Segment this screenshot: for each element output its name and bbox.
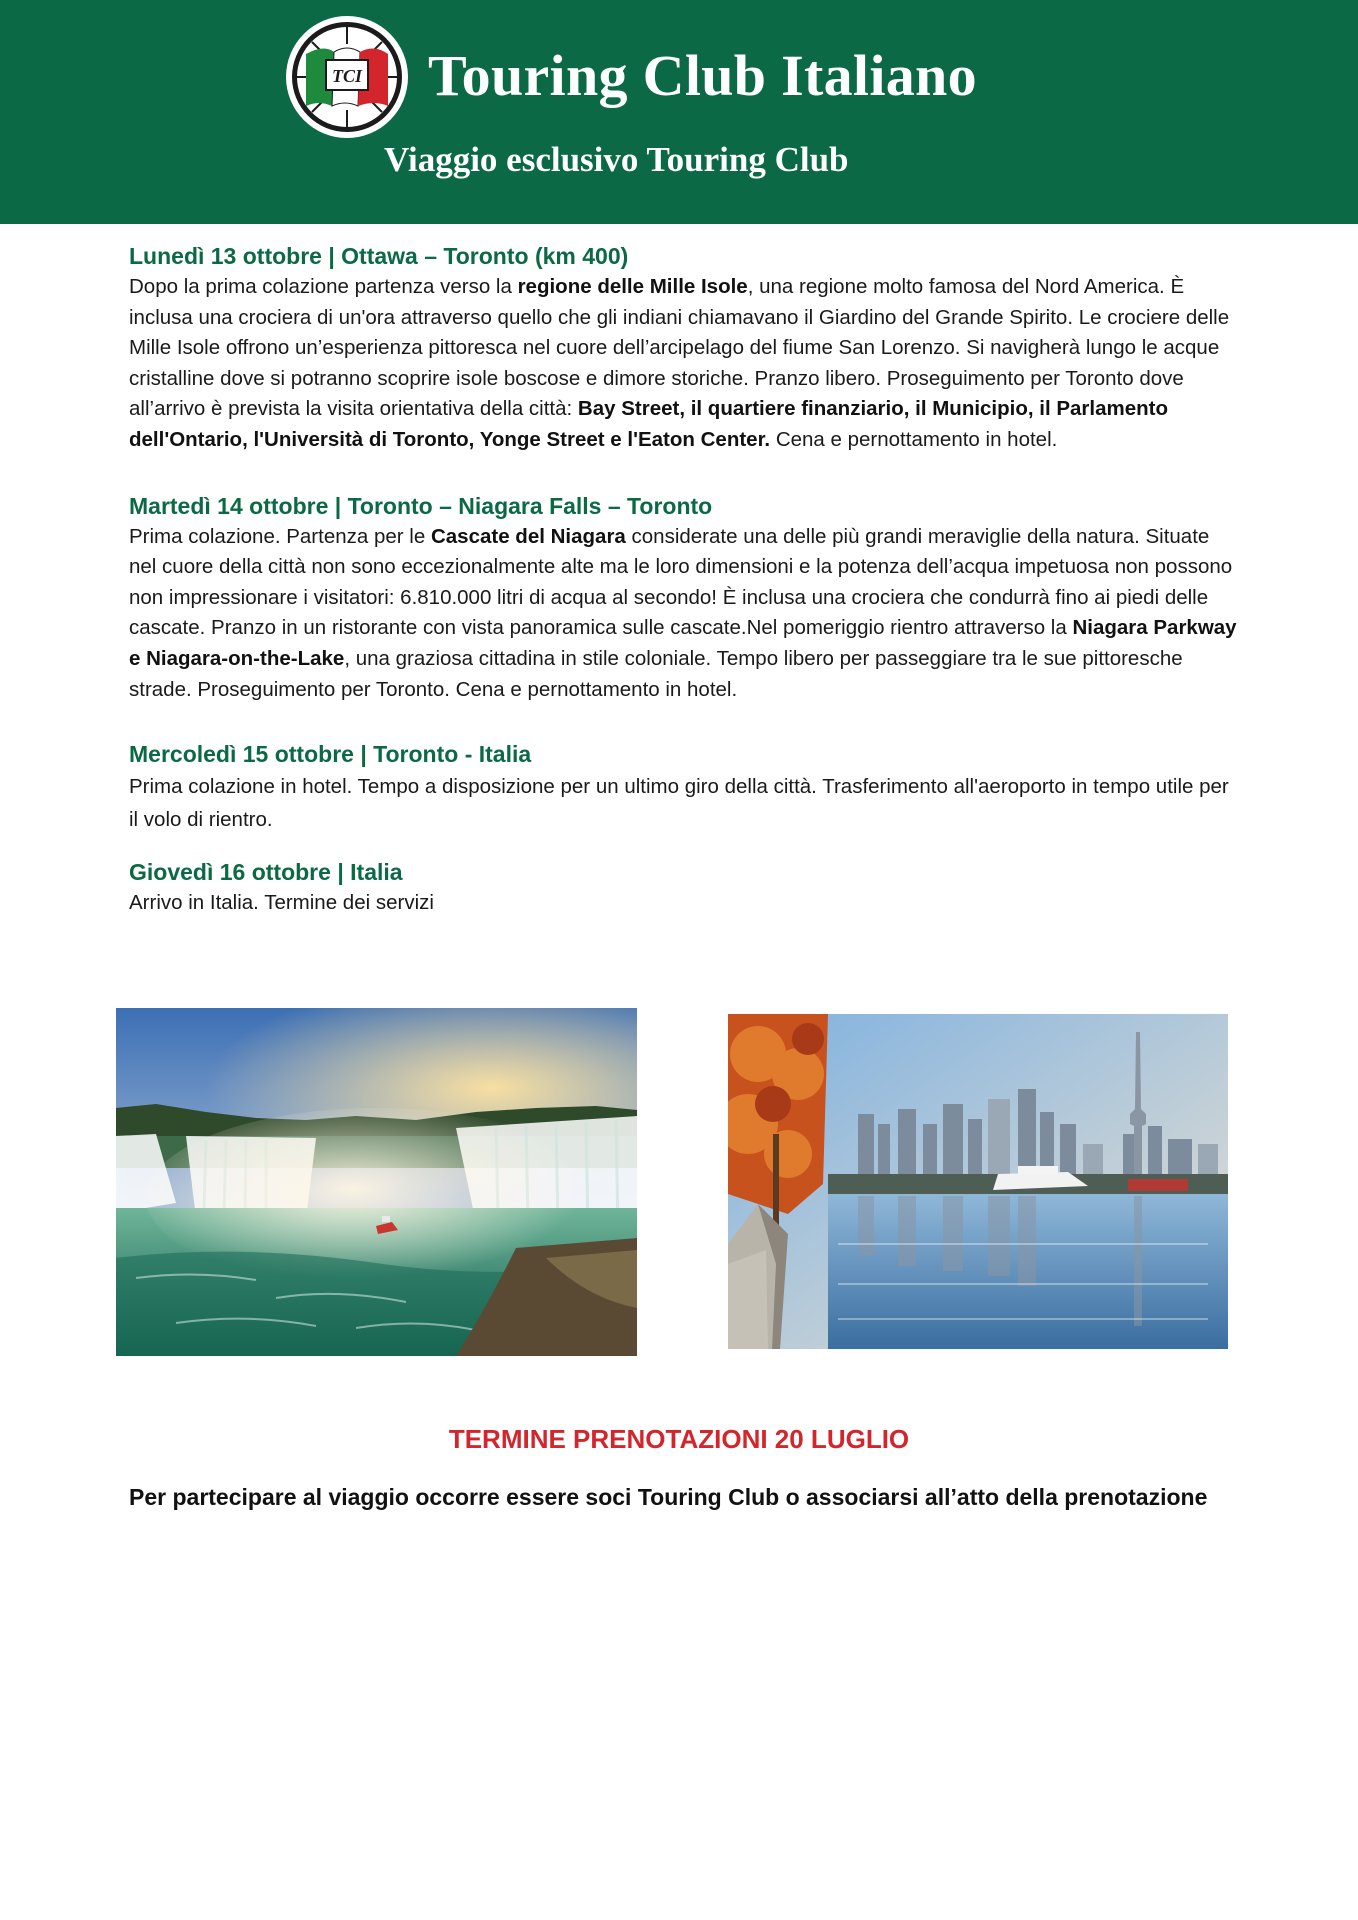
day-15-ottobre — [129, 738, 1239, 836]
header-subtitle: Viaggio esclusivo Touring Club — [384, 140, 849, 179]
toronto-skyline-photo — [728, 1014, 1228, 1349]
day-description: Prima colazione. Partenza per le Cascate del Niagara considerate una delle più grandi meraviglie della natura. Situate nel cuore della città non sono eccezionalmente alte ma le loro dimensioni e la potenza dell’acqua impetuosa non possono non impressionare i visitatori: 6.810.000 litri di acqua al secondo! È inclusa una crociera che condurrà fino ai piedi delle cascate. Pranzo in un ristorante con vista panoramica sulle cascate.Nel pomeriggio rientro attraverso la Niagara Parkway e Niagara-on-the-Lake, una graziosa cittadina in stile coloniale. Tempo libero per passeggiare tra le sue pittoresche strade. Proseguimento per Toronto. Cena e pernottamento in hotel. — [129, 524, 1237, 701]
tci-logo — [284, 14, 410, 140]
day-description: Dopo la prima colazione partenza verso la regione delle Mille Isole, una regione molto famosa del Nord America. È inclusa una crociera di un'ora attraverso quello che gli indiani chiamavano il Giardino del Grande Spirito. Le crociere delle Mille Isole offrono un’esperienza pittoresca nel cuore dell’arcipelago del fiume San Lorenzo. Si navigherà lungo le acque cristalline dove si potranno scoprire isole boscose e dimore storiche. Pranzo libero. Proseguimento per Toronto dove all’arrivo è prevista la visita orientativa della città: Bay Street, il quartiere finanziario, il Municipio, il Parlamento dell'Ontario, l'Università di Toronto, Yonge Street e l'Eaton Center. Cena e pernottamento in hotel. — [129, 275, 1230, 451]
itinerary — [129, 240, 1239, 919]
niagara-falls-photo — [116, 1008, 637, 1356]
day-16-ottobre — [129, 856, 1239, 919]
header-banner — [0, 0, 1358, 224]
day-title: Martedì 14 ottobre | Toronto – Niagara Falls – Toronto — [129, 492, 713, 519]
day-description: Arrivo in Italia. Termine dei servizi — [129, 891, 434, 915]
booking-deadline: TERMINE PRENOTAZIONI 20 LUGLIO — [448, 1424, 910, 1454]
logo-lettering: TCI — [331, 66, 363, 86]
day-description: Prima colazione in hotel. Tempo a disposizione per un ultimo giro della città. Trasferimento all'aeroporto in tempo utile per il volo di rientro. — [129, 775, 1229, 832]
brand-title: Touring Club Italiano — [428, 43, 977, 108]
day-13-ottobre — [129, 240, 1239, 456]
day-title: Lunedì 13 ottobre | Ottawa – Toronto (km 400) — [129, 243, 629, 269]
day-title: Giovedì 16 ottobre | Italia — [129, 859, 403, 886]
membership-note: Per partecipare al viaggio occorre essere soci Touring Club o associarsi all’atto della prenotazione — [129, 1484, 1208, 1510]
day-14-ottobre — [129, 490, 1239, 706]
day-title: Mercoledì 15 ottobre | Toronto - Italia — [129, 741, 532, 768]
